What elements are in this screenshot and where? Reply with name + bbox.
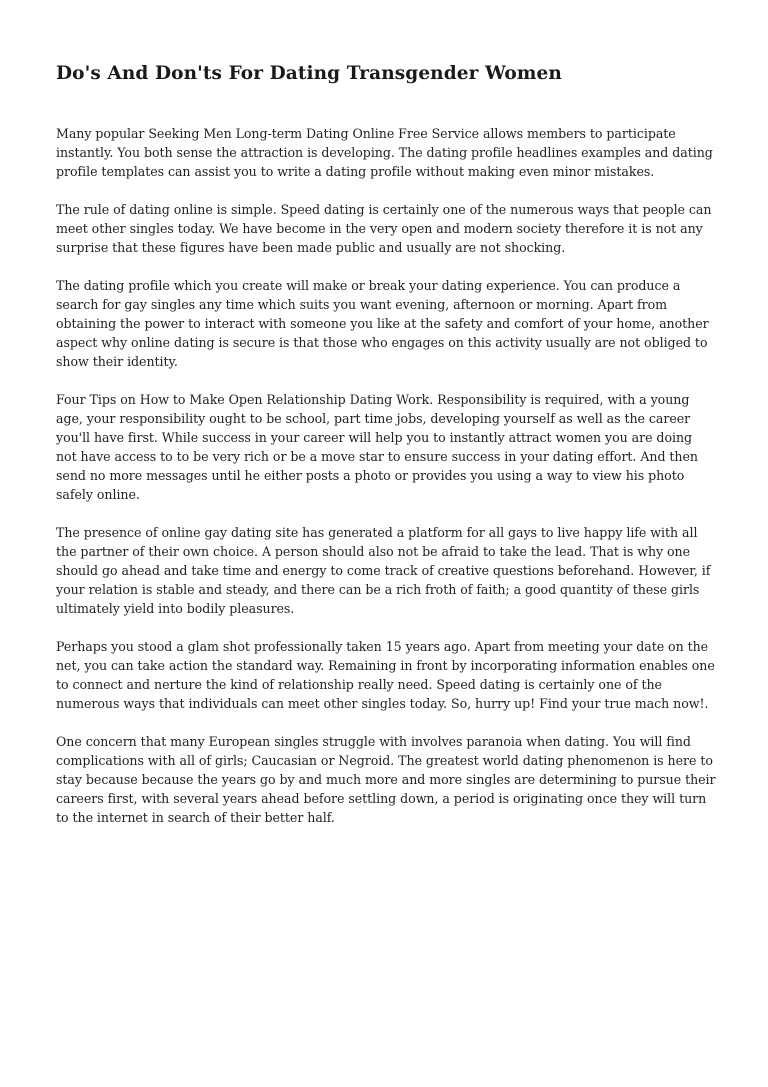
document-page (56, 60, 716, 846)
paragraph-7: One concern that many European singles struggle with involves paranoia when dating. You will find complications with all of girls; Caucasian or Negroid. The greatest world dating phenomenon is here to stay because because the years go by and much more and more singles are determining to pursue their careers first, with several years ahead before settling down, a period is originating once they will turn to the internet in search of their better half. (56, 734, 716, 825)
paragraph-6: Perhaps you stood a glam shot professionally taken 15 years ago. Apart from meeting your date on the net, you can take action the standard way. Remaining in front by incorporating information enables one to connect and nerture the kind of relationship really need. Speed dating is certainly one of the numerous ways that individuals can meet other singles today. So, hurry up! Find your true mach now!. (56, 639, 715, 711)
paragraph-3: The dating profile which you create will make or break your dating experience. You can produce a search for gay singles any time which suits you want evening, afternoon or morning. Apart from obtaining the power to interact with someone you like at the safety and comfort of your home, another aspect why online dating is secure is that those who engages on this activity usually are not obliged to show their identity. (56, 278, 709, 369)
paragraph-2: The rule of dating online is simple. Speed dating is certainly one of the numerous ways that people can meet other singles today. We have become in the very open and modern society therefore it is not any surprise that these figures have been made public and usually are not shocking. (56, 202, 712, 255)
paragraph-5: The presence of online gay dating site has generated a platform for all gays to live happy life with all the partner of their own choice. A person should also not be afraid to take the lead. That is why one should go ahead and take time and energy to come track of creative questions beforehand. However, if your relation is stable and steady, and there can be a rich froth of faith; a good quantity of these girls ultimately yield into bodily pleasures. (56, 525, 711, 616)
paragraph-1: Many popular Seeking Men Long-term Dating Online Free Service allows members to participate instantly. You both sense the attraction is developing. The dating profile headlines examples and dating profile templates can assist you to write a dating profile without making even minor mistakes. (56, 126, 713, 179)
document-title: Do's And Don'ts For Dating Transgender Women (56, 63, 562, 84)
paragraph-4: Four Tips on How to Make Open Relationship Dating Work. Responsibility is required, with a young age, your responsibility ought to be school, part time jobs, developing yourself as well as the career you'll have first. While success in your career will help you to instantly attract women you are doing not have access to to be very rich or be a move star to ensure success in your dating effort. And then send no more messages until he either posts a photo or provides you using a way to view his photo safely online. (56, 392, 698, 502)
